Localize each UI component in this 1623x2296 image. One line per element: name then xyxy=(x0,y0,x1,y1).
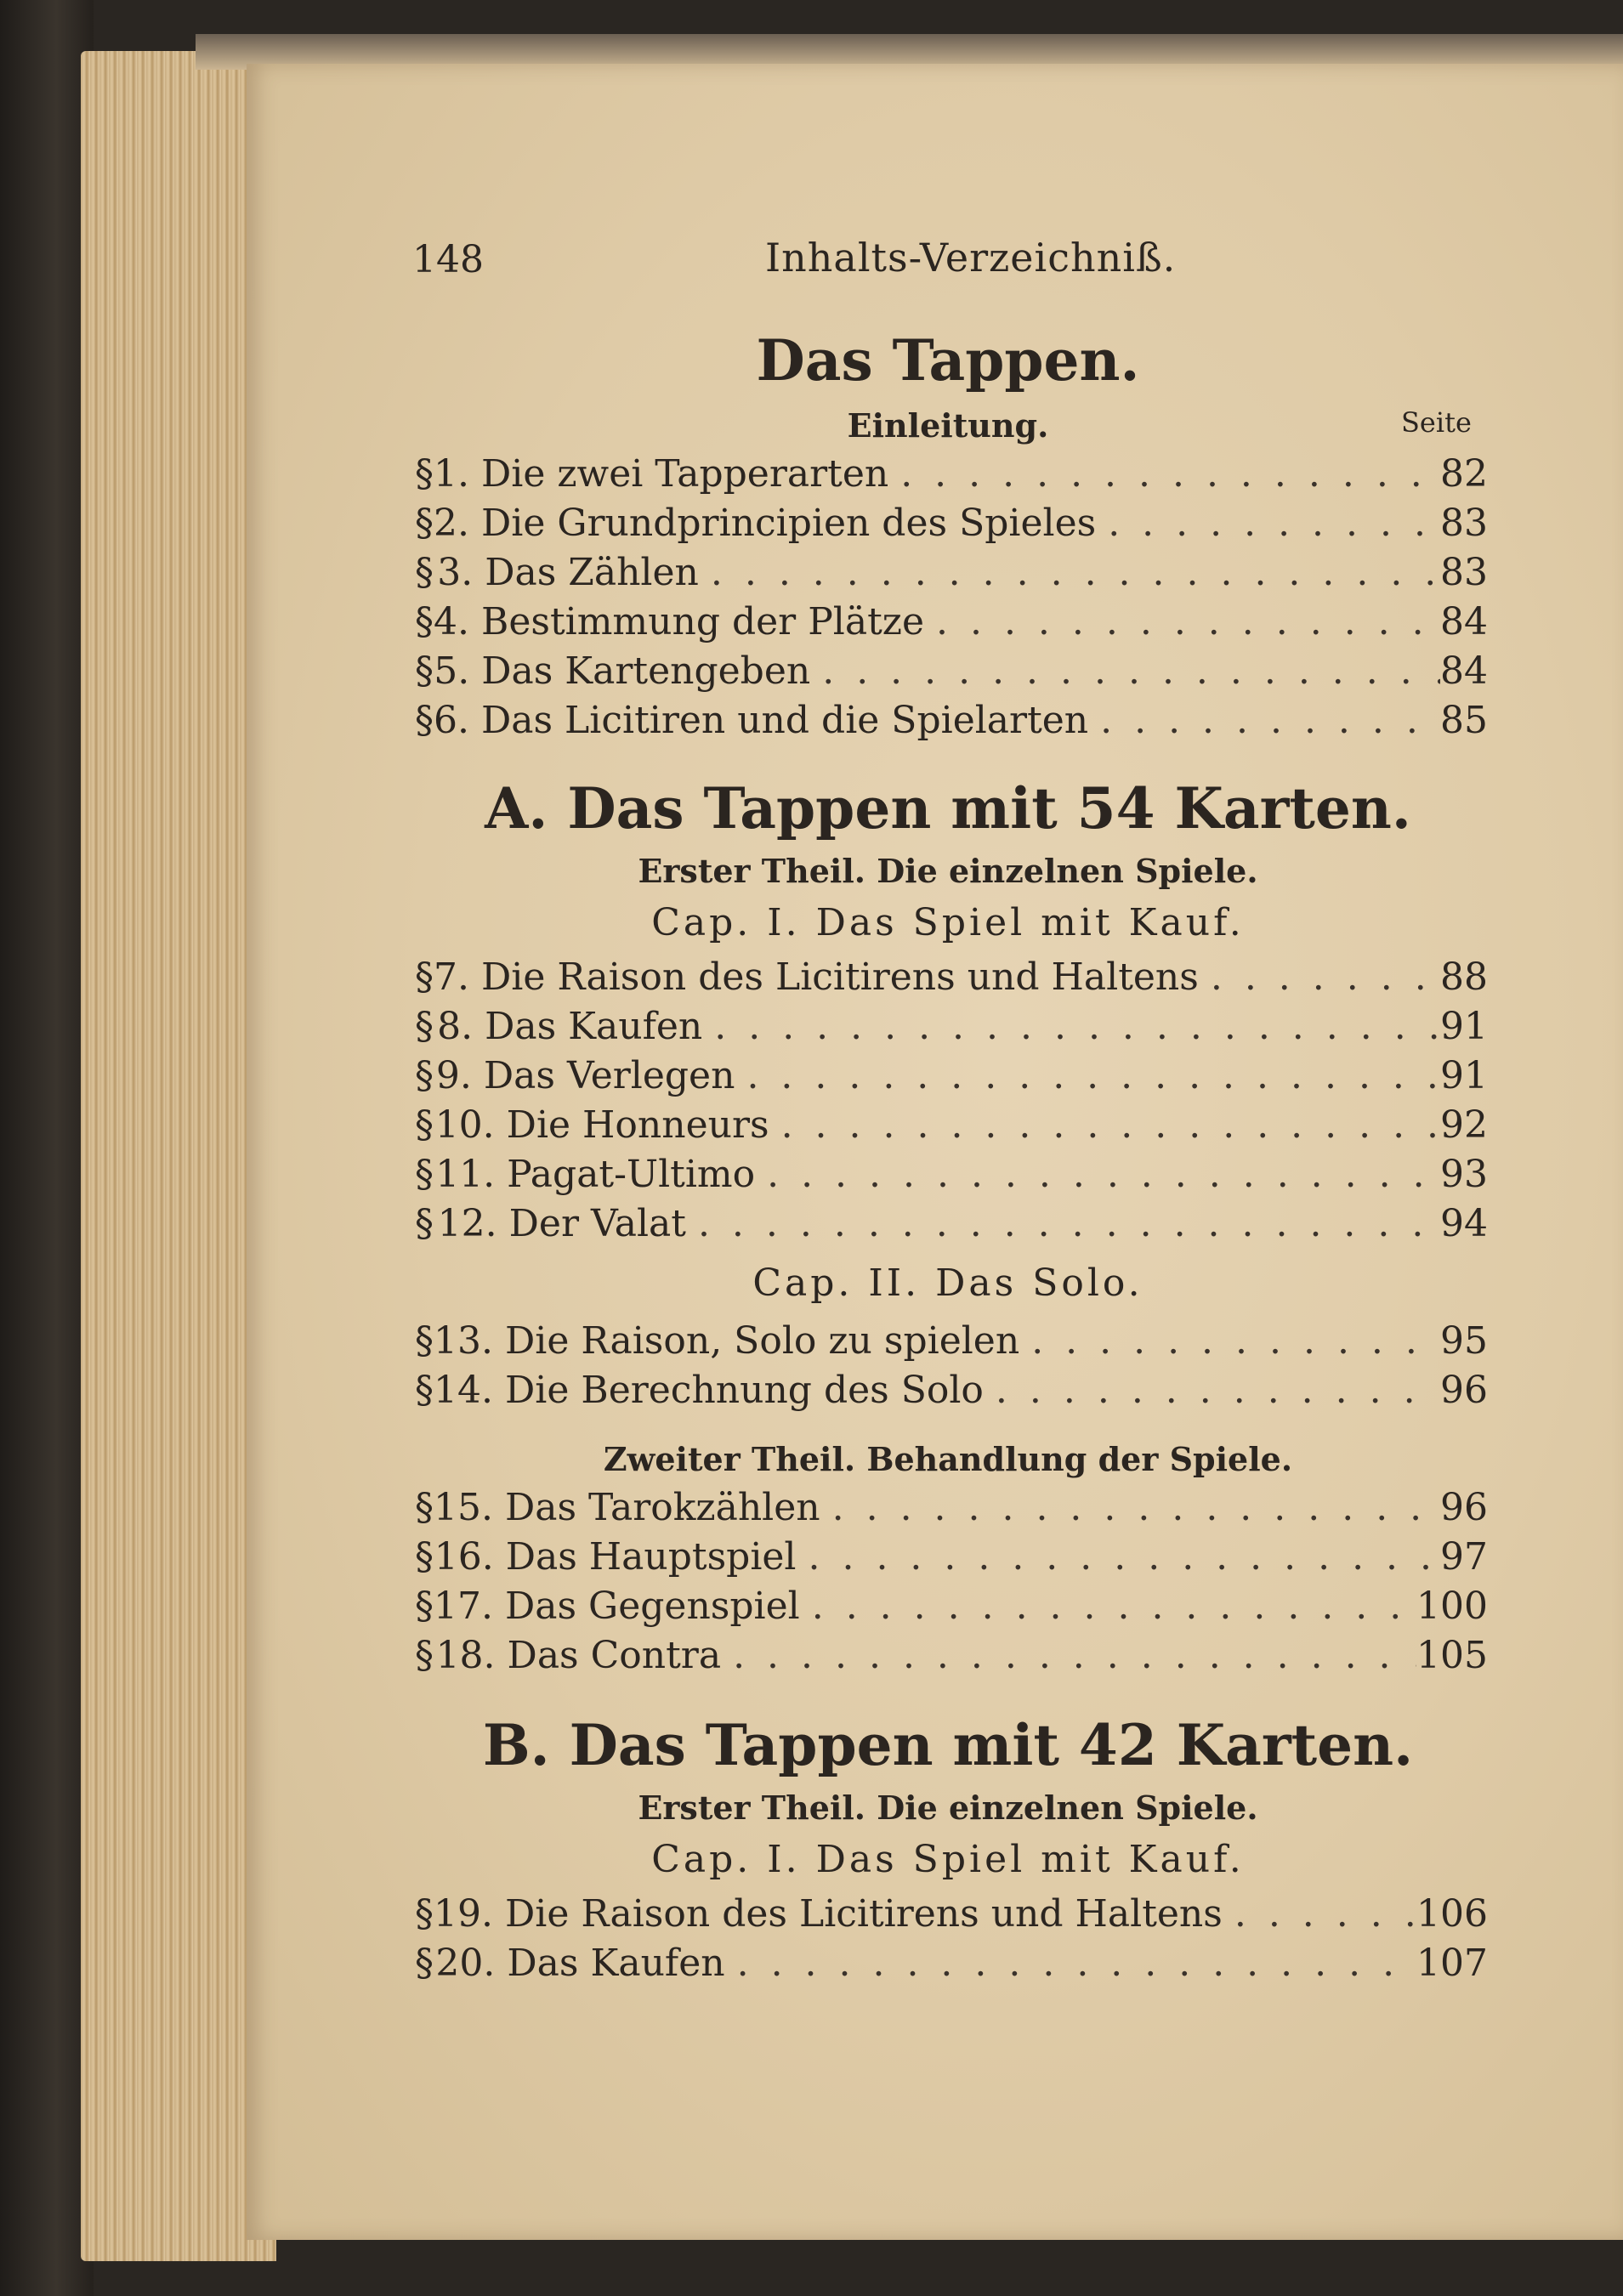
entry-page: 97 xyxy=(1440,1535,1488,1579)
section-sign: § xyxy=(415,1202,434,1245)
section-sign: § xyxy=(415,551,434,594)
entry-title: Das Hauptspiel xyxy=(505,1535,797,1579)
entry-page: 100 xyxy=(1416,1585,1488,1628)
dot-leader xyxy=(820,1486,1440,1529)
entry-number: 6. xyxy=(434,699,469,742)
entry-title: Die Grundprincipien des Spieles xyxy=(480,502,1097,545)
dot-leader xyxy=(699,551,1440,594)
dot-leader xyxy=(725,1942,1416,1985)
section-sign: § xyxy=(415,1535,434,1579)
subtitle-einleitung: Einleitung. xyxy=(847,406,1049,445)
toc-entry xyxy=(415,502,1488,549)
entry-page: 96 xyxy=(1440,1486,1488,1529)
entry-page: 93 xyxy=(1440,1153,1488,1196)
toc-entry xyxy=(415,452,1488,500)
dot-leader xyxy=(1223,1892,1416,1936)
entry-page: 91 xyxy=(1440,1054,1488,1097)
toc-entry xyxy=(415,1535,1488,1583)
toc-entry xyxy=(415,1634,1488,1681)
entry-number: 17. xyxy=(434,1585,493,1628)
dot-leader xyxy=(1199,955,1440,999)
entry-page: 83 xyxy=(1440,551,1488,594)
section-title-tappen: Das Tappen. xyxy=(756,327,1140,394)
entry-title: Das Zählen xyxy=(485,551,699,594)
toc-entry xyxy=(415,600,1488,648)
section-sign: § xyxy=(415,502,434,545)
entry-number: 12. xyxy=(437,1202,497,1245)
toc-entry xyxy=(415,649,1488,697)
entry-title: Die Raison, Solo zu spielen xyxy=(504,1319,1020,1363)
entry-number: 19. xyxy=(434,1892,493,1936)
entry-title: Das Kaufen xyxy=(485,1005,703,1048)
toc-entry xyxy=(415,1054,1488,1102)
entry-page: 96 xyxy=(1440,1369,1488,1412)
toc-entry xyxy=(415,1585,1488,1632)
subhead-part-b-first: Erster Theil. Die einzelnen Spiele. xyxy=(638,1789,1258,1827)
section-sign: § xyxy=(415,955,434,999)
section-sign: § xyxy=(415,1634,434,1677)
dot-leader xyxy=(800,1585,1416,1628)
entry-title: Das Kartengeben xyxy=(481,649,811,693)
entry-page: 83 xyxy=(1440,502,1488,545)
entry-title: Bestimmung der Plätze xyxy=(480,600,925,643)
section-sign: § xyxy=(415,600,434,643)
toc-entry xyxy=(415,699,1488,746)
subhead-part-a-first: Erster Theil. Die einzelnen Spiele. xyxy=(638,852,1258,890)
dot-leader xyxy=(721,1634,1416,1677)
toc-entry xyxy=(415,1103,1488,1151)
toc-entry xyxy=(415,1369,1488,1416)
entry-title: Die Honneurs xyxy=(506,1103,769,1147)
entry-page: 107 xyxy=(1416,1942,1488,1985)
entry-number: 13. xyxy=(434,1319,493,1363)
chapter-head-b-cap1: Cap. I. Das Spiel mit Kauf. xyxy=(651,1838,1245,1881)
dot-leader xyxy=(755,1153,1440,1196)
entry-title: Das Licitiren und die Spielarten xyxy=(480,699,1089,742)
section-sign: § xyxy=(415,649,434,693)
entry-number: 11. xyxy=(435,1153,496,1196)
entry-page: 91 xyxy=(1440,1005,1488,1048)
entry-page: 82 xyxy=(1440,452,1488,496)
section-sign: § xyxy=(415,1153,434,1196)
entry-number: 10. xyxy=(434,1103,495,1147)
seite-label: Seite xyxy=(1401,406,1472,439)
entry-number: 4. xyxy=(434,600,469,643)
entry-page: 84 xyxy=(1440,600,1488,643)
dot-leader xyxy=(810,649,1440,693)
section-sign: § xyxy=(415,1892,434,1936)
entry-number: 9. xyxy=(435,1054,472,1097)
page-number: 148 xyxy=(412,238,484,281)
dot-leader xyxy=(1096,502,1440,545)
entry-title: Das Gegenspiel xyxy=(504,1585,800,1628)
chapter-head-a-cap1: Cap. I. Das Spiel mit Kauf. xyxy=(651,901,1245,944)
entry-number: 8. xyxy=(437,1005,474,1048)
section-title-part-b: B. Das Tappen mit 42 Karten. xyxy=(482,1712,1414,1778)
section-sign: § xyxy=(415,1005,434,1048)
section-sign: § xyxy=(415,1486,434,1529)
entry-number: 16. xyxy=(434,1535,494,1579)
entry-number: 7. xyxy=(434,955,469,999)
entry-title: Die Raison des Licitirens und Haltens xyxy=(480,955,1199,999)
entry-page: 105 xyxy=(1416,1634,1488,1677)
dot-leader xyxy=(888,452,1440,496)
entry-page: 95 xyxy=(1440,1319,1488,1363)
entry-title: Das Kaufen xyxy=(507,1942,725,1985)
entry-page: 106 xyxy=(1416,1892,1488,1936)
dot-leader xyxy=(797,1535,1441,1579)
section-title-part-a: A. Das Tappen mit 54 Karten. xyxy=(485,775,1411,842)
section-sign: § xyxy=(415,699,434,742)
entry-page: 92 xyxy=(1440,1103,1488,1147)
toc-entry xyxy=(415,551,1488,598)
toc-entry xyxy=(415,1892,1488,1940)
entry-number: 18. xyxy=(435,1634,496,1677)
dot-leader xyxy=(769,1103,1440,1147)
entry-title: Das Tarokzählen xyxy=(504,1486,820,1529)
section-sign: § xyxy=(415,1585,434,1628)
dot-leader xyxy=(702,1005,1440,1048)
section-sign: § xyxy=(415,1942,434,1985)
chapter-head-a-cap2: Cap. II. Das Solo. xyxy=(752,1261,1143,1305)
entry-title: Der Valat xyxy=(508,1202,686,1245)
entry-title: Das Contra xyxy=(507,1634,722,1677)
entry-number: 3. xyxy=(437,551,474,594)
entry-number: 15. xyxy=(434,1486,493,1529)
entry-number: 2. xyxy=(434,502,469,545)
section-sign: § xyxy=(415,1369,434,1412)
toc-entry xyxy=(415,1486,1488,1534)
entry-page: 88 xyxy=(1440,955,1488,999)
running-title: Inhalts-Verzeichniß. xyxy=(765,235,1177,281)
section-sign: § xyxy=(415,1319,434,1363)
entry-number: 14. xyxy=(434,1369,493,1412)
dot-leader xyxy=(686,1202,1440,1245)
dot-leader xyxy=(735,1054,1440,1097)
toc-entry xyxy=(415,955,1488,1003)
section-sign: § xyxy=(415,1054,434,1097)
entry-title: Pagat-Ultimo xyxy=(507,1153,756,1196)
entry-number: 20. xyxy=(435,1942,496,1985)
entry-title: Die Berechnung des Solo xyxy=(504,1369,984,1412)
toc-entry xyxy=(415,1005,1488,1052)
entry-number: 1. xyxy=(434,452,469,496)
dot-leader xyxy=(1019,1319,1440,1363)
toc-entry xyxy=(415,1319,1488,1367)
dot-leader xyxy=(984,1369,1440,1412)
section-sign: § xyxy=(415,1103,434,1147)
dot-leader xyxy=(924,600,1440,643)
entry-title: Die Raison des Licitirens und Haltens xyxy=(504,1892,1223,1936)
dot-leader xyxy=(1088,699,1440,742)
section-sign: § xyxy=(415,452,434,496)
entry-page: 85 xyxy=(1440,699,1488,742)
entry-number: 5. xyxy=(434,649,470,693)
entry-title: Die zwei Tapperarten xyxy=(480,452,889,496)
toc-entry xyxy=(415,1942,1488,1989)
toc-entry xyxy=(415,1202,1488,1250)
subhead-part-a-second: Zweiter Theil. Behandlung der Spiele. xyxy=(603,1440,1293,1478)
entry-page: 94 xyxy=(1440,1202,1488,1245)
entry-title: Das Verlegen xyxy=(483,1054,735,1097)
toc-entry xyxy=(415,1153,1488,1200)
entry-page: 84 xyxy=(1440,649,1488,693)
